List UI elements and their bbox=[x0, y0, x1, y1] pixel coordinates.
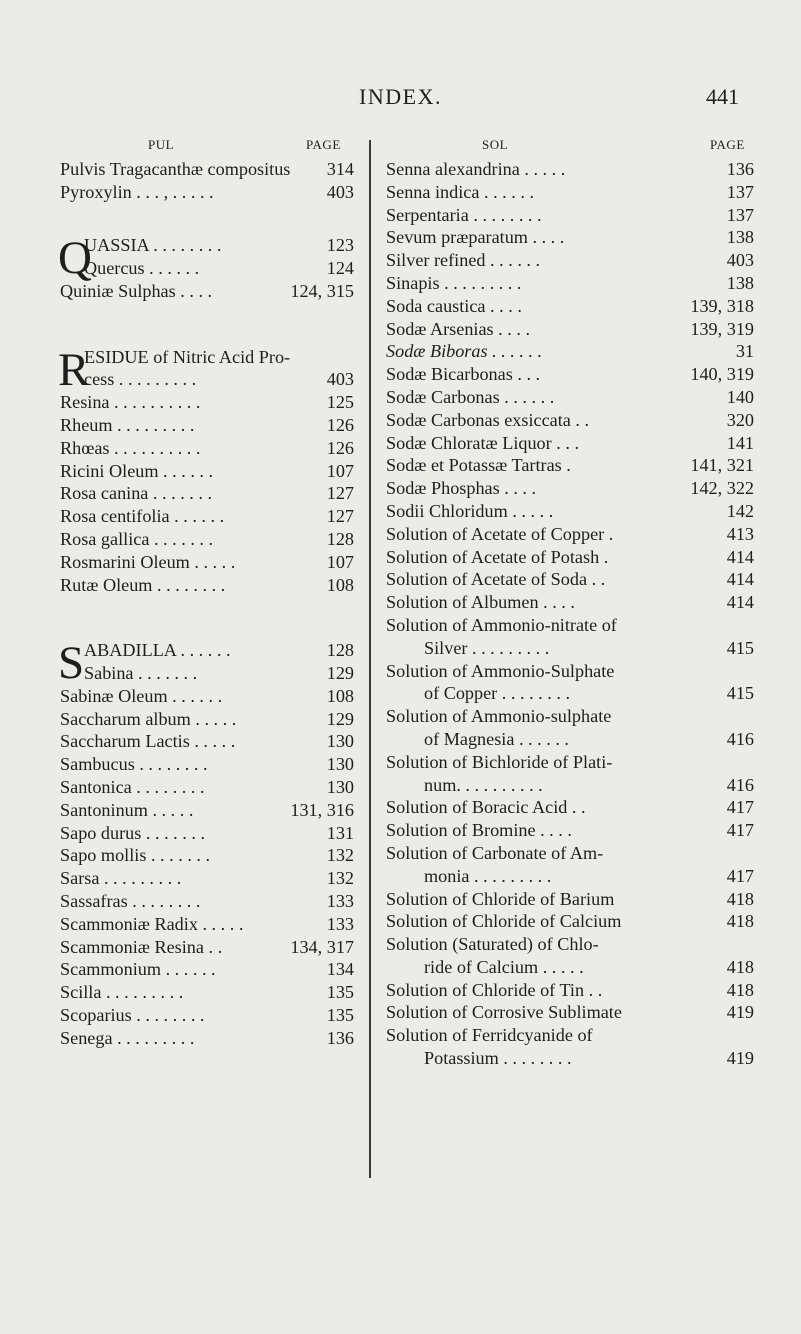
index-entry bbox=[386, 796, 754, 819]
entry-page: 130 bbox=[326, 731, 354, 752]
section-r bbox=[58, 343, 354, 597]
entry-label: Solution of Acetate of Copper . bbox=[386, 523, 614, 544]
entry-page: 415 bbox=[726, 637, 754, 658]
entry-page: 140 bbox=[726, 386, 754, 407]
entry-page: 139, 318 bbox=[690, 295, 754, 316]
entry-page: 141 bbox=[726, 432, 754, 453]
entry-page: 414 bbox=[726, 592, 754, 613]
entry-page: 132 bbox=[326, 845, 354, 866]
entry-page: 419 bbox=[726, 1002, 754, 1023]
index-entry bbox=[386, 523, 754, 546]
entry-label: Resina . . . . . . . . . . bbox=[60, 392, 201, 413]
index-entry bbox=[60, 913, 354, 936]
entry-label: Silver . . . . . . . . . bbox=[424, 637, 550, 658]
index-entry bbox=[60, 528, 354, 551]
entry-page: 140, 319 bbox=[690, 364, 754, 385]
entry-label: Rhœas . . . . . . . . . . bbox=[60, 437, 201, 458]
entry-label: of Copper . . . . . . . . bbox=[424, 683, 570, 704]
entry-page: 417 bbox=[726, 797, 754, 818]
entry-page: 127 bbox=[326, 506, 354, 527]
index-entry bbox=[386, 910, 754, 933]
index-entry bbox=[60, 460, 354, 483]
entry-page: 417 bbox=[726, 865, 754, 886]
index-entry bbox=[386, 181, 754, 204]
index-entry bbox=[60, 257, 354, 280]
index-entry bbox=[386, 204, 754, 227]
index-entry bbox=[386, 546, 754, 569]
index-entry bbox=[60, 181, 354, 204]
entry-page: 127 bbox=[326, 483, 354, 504]
index-entry bbox=[386, 842, 754, 865]
entry-page: 132 bbox=[326, 868, 354, 889]
entry-label: Sapo mollis . . . . . . . bbox=[60, 845, 211, 866]
index-entry bbox=[386, 865, 754, 888]
page-title: INDEX. bbox=[359, 84, 442, 109]
index-entry bbox=[60, 867, 354, 890]
entry-page: 129 bbox=[326, 708, 354, 729]
entry-label: Solution of Ferridcyanide of bbox=[386, 1025, 593, 1046]
entry-label: Sapo durus . . . . . . . bbox=[60, 822, 205, 843]
entry-page: 418 bbox=[726, 979, 754, 1000]
entry-label: Sodæ Biboras . . . . . . bbox=[386, 341, 543, 362]
index-entry bbox=[386, 432, 754, 455]
entry-label: Sarsa . . . . . . . . . bbox=[60, 868, 182, 889]
entry-label: Solution of Boracic Acid . . bbox=[386, 797, 586, 818]
entry-label: of Magnesia . . . . . . bbox=[424, 728, 569, 749]
entry-label: Rosmarini Oleum . . . . . bbox=[60, 551, 236, 572]
index-entry bbox=[386, 363, 754, 386]
index-entry bbox=[60, 1004, 354, 1027]
entry-page: 314 bbox=[326, 159, 354, 179]
index-entry bbox=[386, 888, 754, 911]
index-entry bbox=[60, 708, 354, 731]
entry-label: Scammoniæ Resina . . bbox=[60, 936, 223, 957]
entry-label: Rosa canina . . . . . . . bbox=[60, 483, 213, 504]
index-entry bbox=[386, 477, 754, 500]
entry-label: Sodæ et Potassæ Tartras . bbox=[386, 455, 571, 476]
page-number: 441 bbox=[706, 84, 739, 109]
index-entry bbox=[386, 340, 754, 363]
entry-label: Sodæ Carbonas . . . . . . bbox=[386, 386, 555, 407]
entry-label: Sabinæ Oleum . . . . . . bbox=[60, 685, 223, 706]
index-entry bbox=[60, 890, 354, 913]
entry-page: 139, 319 bbox=[690, 318, 754, 339]
entry-label: Pulvis Tragacanthæ compositus bbox=[60, 159, 291, 179]
entry-page: 137 bbox=[726, 181, 754, 202]
index-entry bbox=[60, 639, 354, 662]
entry-label: Sodæ Chloratæ Liquor . . . bbox=[386, 432, 579, 453]
right-column-head-page: PAGE bbox=[710, 137, 745, 152]
entry-page: 138 bbox=[726, 227, 754, 248]
entry-label: Solution of Albumen . . . . bbox=[386, 592, 575, 613]
index-entry bbox=[386, 1001, 754, 1024]
index-entry bbox=[60, 482, 354, 505]
entry-label: Rheum . . . . . . . . . bbox=[60, 414, 195, 435]
index-entry bbox=[60, 753, 354, 776]
entry-label: Saccharum Lactis . . . . . bbox=[60, 731, 236, 752]
entry-page: 108 bbox=[326, 574, 354, 595]
entry-label: Sodæ Carbonas exsiccata . . bbox=[386, 409, 590, 430]
entry-page: 403 bbox=[326, 181, 354, 202]
entry-label: Sodii Chloridum . . . . . bbox=[386, 500, 554, 521]
index-entry bbox=[386, 682, 754, 705]
entry-label: Solution of Chloride of Barium bbox=[386, 888, 615, 909]
index-entry bbox=[60, 574, 354, 597]
entry-page: 137 bbox=[726, 204, 754, 225]
entry-page: 124, 315 bbox=[290, 280, 354, 301]
index-entry bbox=[386, 956, 754, 979]
index-entry bbox=[386, 637, 754, 660]
index-entry bbox=[386, 979, 754, 1002]
index-entry bbox=[60, 776, 354, 799]
entry-label: Scammonium . . . . . . bbox=[60, 959, 216, 980]
column-divider bbox=[369, 140, 371, 1178]
entry-page: 138 bbox=[726, 272, 754, 293]
entry-page: 126 bbox=[326, 414, 354, 435]
index-entry bbox=[60, 551, 354, 574]
index-entry bbox=[386, 386, 754, 409]
entry-label: Solution (Saturated) of Chlo- bbox=[386, 934, 599, 955]
entry-label: Senega . . . . . . . . . bbox=[60, 1027, 195, 1048]
entry-label: Sodæ Bicarbonas . . . bbox=[386, 364, 541, 385]
entry-label: Quiniæ Sulphas . . . . bbox=[60, 280, 213, 301]
entry-page: 130 bbox=[326, 754, 354, 775]
entry-label: Solution of Acetate of Soda . . bbox=[386, 569, 606, 590]
entry-page: 131 bbox=[326, 822, 354, 843]
entry-label: Sabina . . . . . . . bbox=[84, 662, 198, 683]
entry-page: 416 bbox=[726, 774, 754, 795]
index-entry bbox=[60, 685, 354, 708]
drop-capital: R bbox=[58, 343, 90, 396]
left-column bbox=[60, 158, 354, 1049]
entry-page: 134 bbox=[326, 959, 354, 980]
entry-page: 131, 316 bbox=[290, 799, 354, 820]
entry-label: cess . . . . . . . . . bbox=[84, 369, 197, 390]
entry-label: Solution of Chloride of Tin . . bbox=[386, 979, 603, 1000]
index-entry bbox=[386, 500, 754, 523]
entry-label: ESIDUE of Nitric Acid Pro- bbox=[84, 346, 291, 367]
index-entry bbox=[60, 662, 354, 685]
entry-label: monia . . . . . . . . . bbox=[424, 865, 552, 886]
index-entry bbox=[386, 591, 754, 614]
entry-page: 107 bbox=[326, 460, 354, 481]
entry-page: 403 bbox=[326, 369, 354, 390]
entry-label: ride of Calcium . . . . . bbox=[424, 956, 584, 977]
entry-page: 128 bbox=[326, 528, 354, 549]
entry-page: 142, 322 bbox=[690, 478, 754, 499]
entry-label: Sodæ Phosphas . . . . bbox=[386, 478, 537, 499]
entry-label: Solution of Chloride of Calcium bbox=[386, 911, 622, 932]
drop-capital: S bbox=[58, 637, 85, 690]
entry-page: 129 bbox=[326, 662, 354, 683]
entry-label: Scoparius . . . . . . . . bbox=[60, 1004, 205, 1025]
entry-page: 135 bbox=[326, 982, 354, 1003]
index-entry bbox=[386, 272, 754, 295]
entry-page: 419 bbox=[726, 1048, 754, 1069]
entry-label: Solution of Bromine . . . . bbox=[386, 820, 572, 841]
right-column bbox=[386, 158, 754, 1070]
index-entry bbox=[60, 799, 354, 822]
entry-page: 130 bbox=[326, 776, 354, 797]
section-q bbox=[60, 234, 354, 302]
entry-label: Solution of Corrosive Sublimate bbox=[386, 1002, 622, 1023]
entry-label: num. . . . . . . . . . bbox=[424, 774, 543, 795]
entry-label: Sassafras . . . . . . . . bbox=[60, 890, 201, 911]
entry-page: 135 bbox=[326, 1004, 354, 1025]
index-entry bbox=[386, 454, 754, 477]
entry-label: Serpentaria . . . . . . . . bbox=[386, 204, 542, 225]
entry-label: Solution of Carbonate of Am- bbox=[386, 842, 604, 863]
entry-page: 415 bbox=[726, 683, 754, 704]
entry-page: 128 bbox=[326, 640, 354, 661]
index-entry bbox=[60, 844, 354, 867]
entry-page: 126 bbox=[326, 437, 354, 458]
entry-label: Potassium . . . . . . . . bbox=[424, 1048, 572, 1069]
index-entry bbox=[386, 774, 754, 797]
entry-page: 123 bbox=[326, 235, 354, 256]
entry-page: 418 bbox=[726, 888, 754, 909]
index-entry bbox=[386, 249, 754, 272]
drop-capital: Q bbox=[58, 232, 92, 285]
entry-label: UASSIA . . . . . . . . bbox=[84, 235, 222, 256]
entry-label: Solution of Ammonio-Sulphate bbox=[386, 660, 615, 681]
index-entry bbox=[386, 1047, 754, 1070]
index-entry bbox=[386, 295, 754, 318]
entry-label: Ricini Oleum . . . . . . bbox=[60, 460, 214, 481]
index-entry bbox=[386, 728, 754, 751]
index-entry bbox=[60, 280, 354, 303]
index-entry bbox=[386, 751, 754, 774]
index-entry bbox=[60, 958, 354, 981]
running-head bbox=[0, 0, 801, 130]
entry-label: Solution of Bichloride of Plati- bbox=[386, 751, 613, 772]
entry-label: Rutæ Oleum . . . . . . . . bbox=[60, 574, 226, 595]
index-entry bbox=[60, 437, 354, 460]
entry-label: Soda caustica . . . . bbox=[386, 295, 522, 316]
entry-label: Solution of Ammonio-nitrate of bbox=[386, 614, 617, 635]
index-entry bbox=[386, 158, 754, 181]
entry-page: 107 bbox=[326, 551, 354, 572]
index-entry bbox=[60, 158, 354, 181]
entry-page: 142 bbox=[726, 500, 754, 521]
entry-page: 403 bbox=[726, 250, 754, 271]
entry-label: Sodæ Arsenias . . . . bbox=[386, 318, 530, 339]
entry-page: 124 bbox=[326, 258, 354, 279]
index-entry bbox=[60, 346, 354, 369]
entry-label: Silver refined . . . . . . bbox=[386, 250, 541, 271]
index-entry bbox=[60, 730, 354, 753]
index-entry bbox=[60, 822, 354, 845]
entry-page: 125 bbox=[326, 392, 354, 413]
entry-page: 136 bbox=[326, 1027, 354, 1048]
entry-page: 417 bbox=[726, 820, 754, 841]
index-entry bbox=[60, 234, 354, 257]
entry-page: 414 bbox=[726, 546, 754, 567]
section-s bbox=[60, 639, 354, 1049]
entry-page: 133 bbox=[326, 890, 354, 911]
index-entry bbox=[60, 414, 354, 437]
entry-label: Scilla . . . . . . . . . bbox=[60, 982, 184, 1003]
entry-label: Pyroxylin . . . , . . . . . bbox=[60, 181, 214, 202]
entry-page: 108 bbox=[326, 685, 354, 706]
index-entry bbox=[386, 660, 754, 683]
entry-label: Solution of Acetate of Potash . bbox=[386, 546, 609, 567]
entry-label: Santoninum . . . . . bbox=[60, 799, 194, 820]
entry-page: 136 bbox=[726, 159, 754, 179]
index-entry bbox=[60, 1027, 354, 1050]
entry-label: Saccharum album . . . . . bbox=[60, 708, 237, 729]
index-entry bbox=[386, 614, 754, 637]
entry-page: 320 bbox=[726, 409, 754, 430]
index-entry bbox=[386, 226, 754, 249]
index-entry bbox=[60, 368, 354, 391]
index-entry bbox=[386, 1024, 754, 1047]
entry-page: 414 bbox=[726, 569, 754, 590]
entry-label: Sinapis . . . . . . . . . bbox=[386, 272, 522, 293]
entry-label: Senna indica . . . . . . bbox=[386, 181, 534, 202]
entry-page: 418 bbox=[726, 911, 754, 932]
index-entry bbox=[386, 705, 754, 728]
entry-page: 141, 321 bbox=[690, 455, 754, 476]
index-entry bbox=[60, 505, 354, 528]
entry-label: Sevum præparatum . . . . bbox=[386, 227, 565, 248]
entry-label: ABADILLA . . . . . . bbox=[84, 640, 231, 661]
entry-label: Santonica . . . . . . . . bbox=[60, 776, 205, 797]
entry-page: 134, 317 bbox=[290, 936, 354, 957]
index-entry bbox=[386, 568, 754, 591]
entry-label: Senna alexandrina . . . . . bbox=[386, 159, 566, 179]
index-entry bbox=[386, 933, 754, 956]
left-column-head-page: PAGE bbox=[306, 137, 341, 152]
left-column-head-word: PUL bbox=[148, 137, 175, 152]
entry-label: Quercus . . . . . . bbox=[84, 258, 200, 279]
entry-page: 416 bbox=[726, 728, 754, 749]
index-entry bbox=[386, 318, 754, 341]
entry-label: Scammoniæ Radix . . . . . bbox=[60, 913, 244, 934]
entry-label: Rosa gallica . . . . . . . bbox=[60, 528, 214, 549]
entry-page: 31 bbox=[735, 341, 754, 362]
entry-label: Solution of Ammonio-sulphate bbox=[386, 706, 612, 727]
index-entry bbox=[60, 391, 354, 414]
index-entry bbox=[60, 936, 354, 959]
right-column-head-word: SOL bbox=[482, 137, 509, 152]
entry-page: 133 bbox=[326, 913, 354, 934]
index-entry bbox=[386, 819, 754, 842]
entry-page: 413 bbox=[726, 523, 754, 544]
entry-label: Rosa centifolia . . . . . . bbox=[60, 506, 225, 527]
entry-page: 418 bbox=[726, 956, 754, 977]
entry-label: Sambucus . . . . . . . . bbox=[60, 754, 208, 775]
index-entry bbox=[60, 981, 354, 1004]
index-entry bbox=[386, 409, 754, 432]
